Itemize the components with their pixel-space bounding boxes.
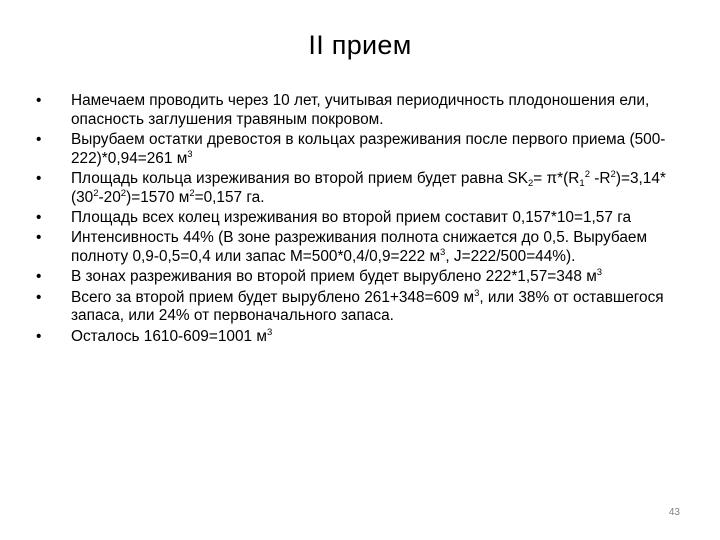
- bullet-text: Осталось 1610-609=1001 м: [71, 327, 267, 345]
- superscript: 2: [120, 187, 127, 199]
- bullet-text: Площадь всех колец изреживания во второй прием составит 0,157*10=1,57 га: [71, 208, 632, 226]
- superscript: 3: [266, 326, 273, 338]
- superscript: 3: [474, 287, 480, 299]
- bullet-item: [36, 289, 686, 326]
- bullet-dot: •: [36, 229, 42, 247]
- bullet-item: [36, 328, 686, 347]
- bullet-text: -20: [98, 188, 121, 206]
- bullet-item: [36, 209, 686, 228]
- bullet-text: Интенсивность 44% (В зоне разреживания полнота снижается до 0,5. Вырубаем полноту 0,9-0,5=0,4 или запас М=500*0,4/0,9=222 м: [71, 229, 648, 265]
- bullet-item: [36, 170, 686, 207]
- superscript: 2: [610, 168, 616, 180]
- page-number: 43: [668, 507, 680, 518]
- bullet-dot: •: [36, 268, 42, 286]
- slide-title: II прием: [308, 30, 412, 60]
- bullet-text: -R: [590, 169, 611, 187]
- superscript: 3: [440, 246, 446, 258]
- bullet-dot: •: [36, 327, 42, 345]
- bullet-dot: •: [36, 208, 42, 226]
- bullet-text: )=3,14*(30: [71, 169, 666, 206]
- superscript: 2: [189, 187, 195, 199]
- superscript: 2: [93, 187, 99, 199]
- bullet-dot: •: [36, 130, 42, 148]
- bullet-text: Всего за второй прием будет вырублено 261+348=609 м: [71, 288, 475, 306]
- bullet-text: = π*(R: [533, 169, 580, 187]
- bullet-item: [36, 131, 686, 168]
- bullet-text: Площадь кольца изреживания во второй прием будет равна SK: [71, 169, 528, 187]
- bullet-item: [36, 92, 686, 129]
- bullet-item: [36, 229, 686, 266]
- bullet-text: Намечаем проводить через 10 лет, учитывая периодичность плодоношения ели, опасность заглушения травяным покровом.: [71, 92, 650, 128]
- bullet-text: Вырубаем остатки древостоя в кольцах разреживания после первого приема (500-222)*0,94=261 м: [71, 130, 666, 167]
- bullet-text: , J=222/500=44%).: [445, 247, 576, 265]
- subscript: 1: [579, 177, 585, 189]
- bullet-dot: •: [36, 288, 42, 306]
- superscript: 2: [584, 168, 591, 180]
- bullet-item: [36, 268, 686, 287]
- subscript: 2: [528, 177, 534, 189]
- bullet-text: В зонах разреживания во второй прием будет вырублено 222*1,57=348 м: [71, 268, 597, 286]
- bullet-dot: •: [36, 169, 42, 187]
- bullet-list: [36, 92, 686, 348]
- bullet-text: )=1570 м: [126, 188, 190, 206]
- bullet-text: , или 38% от оставшегося запаса, или 24% от первоначального запаса.: [71, 288, 664, 325]
- bullet-dot: •: [36, 92, 42, 109]
- superscript: 3: [596, 267, 603, 279]
- superscript: 3: [187, 148, 193, 160]
- bullet-text: =0,157 га.: [194, 188, 265, 206]
